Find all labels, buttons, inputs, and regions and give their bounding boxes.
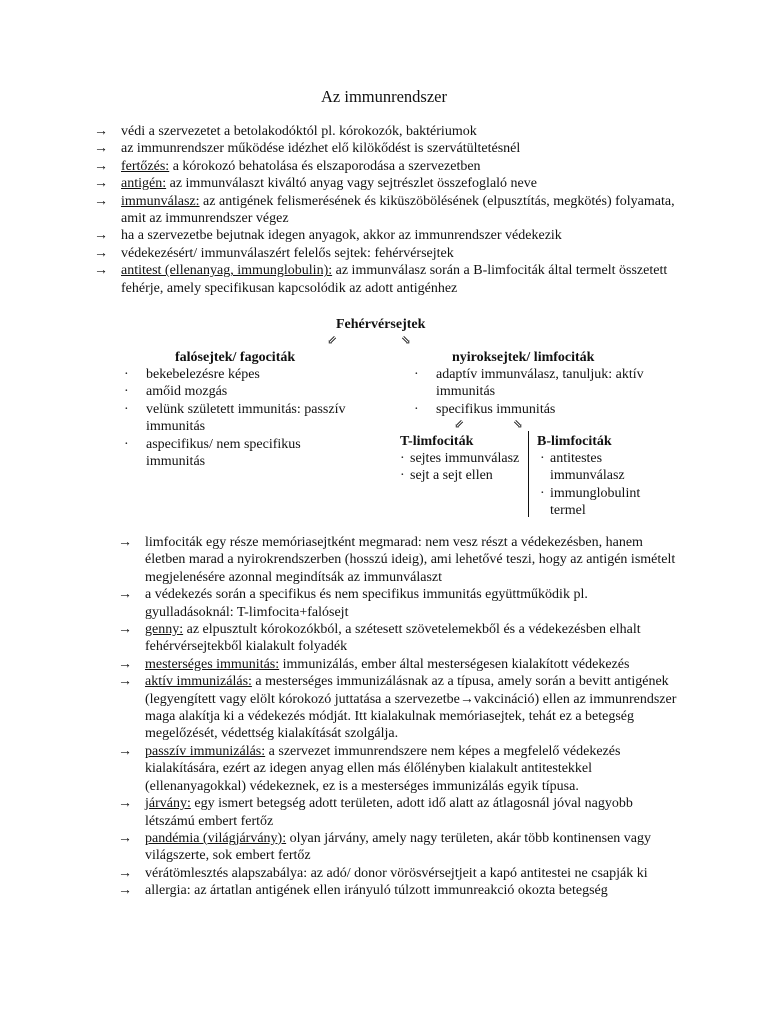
- term: aktív immunizálás:: [145, 674, 252, 690]
- term: antigén:: [121, 176, 167, 192]
- list-item: · immunglobulint termel: [540, 485, 641, 519]
- list-item: · specifikus immunitás: [414, 401, 556, 417]
- arrow-icon: →: [94, 158, 108, 174]
- list-item: → a védekezés során a specifikus és nem specifikus immunitás együttműködik pl. gyulladásoknál: T-limfocita+falósejt: [118, 587, 588, 620]
- phagocytes-list: [122, 366, 352, 470]
- divider: [528, 431, 529, 517]
- white-blood-cells-diagram: [0, 316, 768, 526]
- list-item: · aspecifikus/ nem specifikus immunitás: [124, 436, 301, 470]
- arrow-icon: →: [118, 656, 132, 672]
- list-item: → mesterséges immunitás: immunizálás, ember által mesterségesen kialakított védekezés: [118, 656, 630, 672]
- bullet-icon: ·: [400, 451, 405, 466]
- details-list: [118, 534, 678, 900]
- list-item: · antitestes immunválasz: [540, 451, 625, 484]
- arrow-icon: →: [118, 587, 132, 603]
- lymphocytes-heading: nyiroksejtek/ limfociták: [452, 350, 595, 365]
- arrow-icon: →: [94, 245, 108, 261]
- arrow-icon: →: [118, 743, 132, 759]
- list-item: → fertőzés: a kórokozó behatolása és elszaporodása a szervezetben: [94, 158, 481, 174]
- arrow-icon: →: [118, 622, 132, 638]
- list-item: → vérátömlesztés alapszabálya: az adó/ donor vörösvérsejtjeit a kapó antitestei ne csapják ki: [118, 865, 648, 881]
- bullet-icon: ·: [124, 367, 129, 382]
- arrow-icon: →: [118, 674, 132, 690]
- arrow-down-right-icon: ⇘: [401, 333, 412, 347]
- list-item: → limfociták egy része memóriasejtként megmarad: nem vesz részt a védekezésben, hanem életben marad a nyirokrendszerben (hosszú ideig), ami lehetővé teszi, hogy az antigén ismételt megjelenésére azonnal megindítsák az immunválaszt: [118, 535, 676, 585]
- intro-list: [94, 123, 684, 297]
- list-item: → járvány: egy ismert betegség adott területen, adott idő alatt az átlagosnál jóval nagyobb létszámú embert fertőz: [118, 796, 633, 829]
- arrow-icon: →: [94, 124, 108, 139]
- list-item: · amőid mozgás: [124, 384, 228, 400]
- lymphocytes-list: [412, 366, 674, 418]
- list-item: → immunválasz: az antigének felismerésének és kiküszöbölésének (elpusztítás, megkötés) folyamata, amit az immunrendszer végez: [94, 193, 675, 227]
- list-item: → genny: az elpusztult kórokozókból, a szétesett szövetelemekből és a védekezésben elhalt fehérvérsejtekből kialakult folyadék: [118, 622, 641, 655]
- list-item: · velünk született immunitás: passzív immunitás: [124, 401, 346, 435]
- arrow-icon: →: [118, 883, 132, 899]
- term: passzív immunizálás:: [145, 743, 266, 759]
- arrow-icon: →: [118, 865, 132, 881]
- list-item: → allergia: az ártatlan antigének ellen irányuló túlzott immunreakció okozta betegség: [118, 883, 608, 899]
- term: immunválasz:: [121, 193, 200, 209]
- diagram-title: Fehérvérsejtek: [336, 317, 426, 332]
- arrow-down-left-icon: ⇙: [454, 417, 465, 431]
- phagocytes-heading: falósejtek/ fagociták: [175, 350, 296, 365]
- bullet-icon: ·: [400, 468, 405, 484]
- bullet-icon: ·: [414, 401, 419, 417]
- arrow-icon: →: [94, 193, 108, 209]
- bullet-icon: ·: [414, 367, 419, 382]
- list-item: · sejtes immunválasz: [400, 451, 520, 466]
- list-item: → pandémia (világjárvány): olyan járvány, amely nagy területen, akár több kontinensen vagy világszerte, sok embert fertőz: [118, 830, 652, 864]
- term: pandémia (világjárvány):: [145, 830, 287, 846]
- term: fertőzés:: [121, 158, 170, 174]
- arrow-down-right-icon: ⇘: [513, 417, 524, 431]
- list-item: → passzív immunizálás: a szervezet immunrendszere nem képes a megfelelő védekezés kialakítására, ezért az idegen anyag ellen más élőlényben kialakult antitestekkel (ellenanyagokkal) védekeznek, ez is a mesterséges immunizálás egyik típusa.: [118, 743, 621, 794]
- arrow-icon: →: [94, 228, 108, 244]
- bullet-icon: ·: [124, 384, 129, 400]
- term: antitest (ellenanyag, immunglobulin):: [121, 263, 333, 279]
- list-item: → az immunrendszer működése idézhet elő kilökődést is szervátültetésnél: [94, 141, 521, 157]
- bullet-icon: ·: [540, 485, 545, 501]
- term: mesterséges immunitás:: [145, 656, 280, 672]
- list-item: → antitest (ellenanyag, immunglobulin): az immunválasz során a B-limfociták által termelt összetett fehérje, amely specifikusan kapcsolódik az adott antigénhez: [94, 263, 668, 296]
- b-lymphocytes-heading: B-limfociták: [537, 434, 612, 449]
- list-item: → védekezésért/ immunválaszért felelős sejtek: fehérvérsejtek: [94, 245, 454, 261]
- list-item: → antigén: az immunválaszt kiváltó anyag vagy sejtrészlet összefoglaló neve: [94, 176, 537, 192]
- arrow-down-left-icon: ⇙: [327, 333, 338, 347]
- arrow-icon: →: [94, 176, 108, 192]
- bullet-icon: ·: [540, 451, 545, 466]
- list-item: → ha a szervezetbe bejutnak idegen anyagok, akkor az immunrendszer védekezik: [94, 228, 562, 244]
- list-item: → aktív immunizálás: a mesterséges immunizálásnak az a típusa, amely során a bevitt antigének (legyengített vagy elölt kórokozó juttatása a szervezetbe→vakcináció) ellen az immunrendszer maga alakítja ki a védekezés módját. Itt kialakulnak memóriasejtek, tehát ez a betegség megelőzését, védettség kialakítását szolgálja.: [118, 674, 677, 742]
- arrow-icon: →: [118, 830, 132, 846]
- arrow-icon: →: [94, 141, 108, 157]
- term: járvány:: [145, 796, 191, 812]
- t-lymphocytes-heading: T-limfociták: [400, 434, 474, 449]
- list-item: · bekebelezésre képes: [124, 367, 260, 382]
- list-item: → védi a szervezetet a betolakodóktól pl. kórokozók, baktériumok: [94, 124, 477, 139]
- bullet-icon: ·: [124, 436, 129, 452]
- list-item: · adaptív immunválasz, tanuljuk: aktív immunitás: [414, 367, 644, 400]
- term: genny:: [145, 622, 184, 638]
- list-item: · sejt a sejt ellen: [400, 468, 493, 484]
- b-lymphocytes-list: [540, 450, 660, 520]
- bullet-icon: ·: [124, 401, 129, 417]
- t-lymphocytes-list: [400, 450, 520, 485]
- page-title: Az immunrendszer: [321, 87, 447, 106]
- arrow-icon: →: [118, 796, 132, 812]
- arrow-icon: →: [118, 535, 132, 550]
- arrow-icon: →: [94, 263, 108, 279]
